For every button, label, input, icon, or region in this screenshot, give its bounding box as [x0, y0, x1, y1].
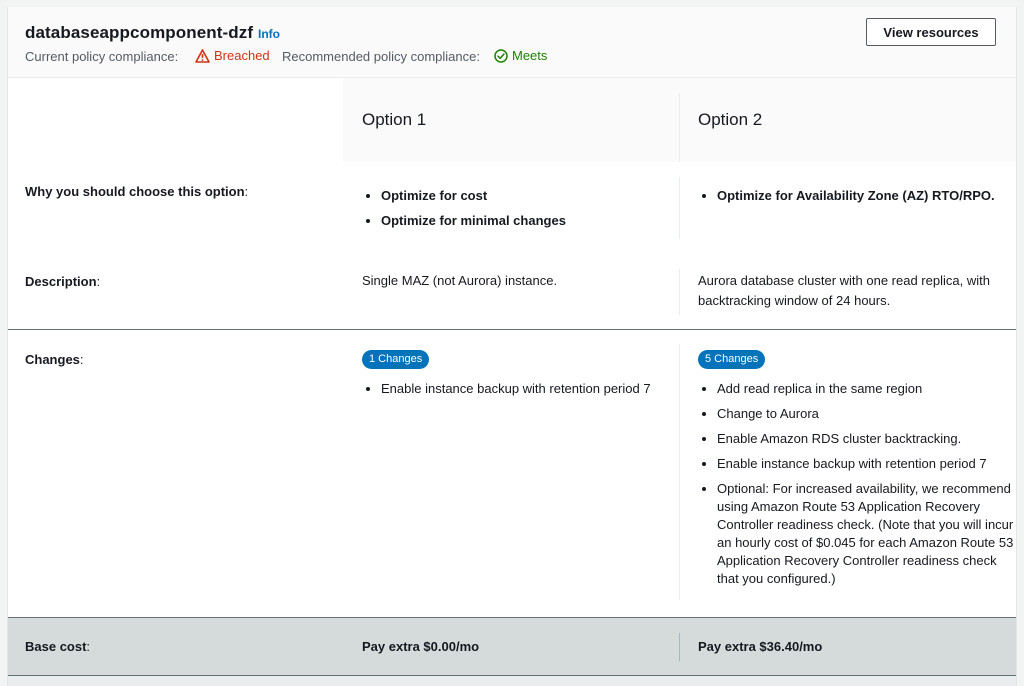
option-2-base-cost: Pay extra $36.40/mo	[698, 639, 823, 654]
cost-column-divider	[679, 633, 680, 661]
list-item: • Optimize for minimal changes	[381, 212, 566, 230]
list-item: • Enable Amazon RDS cluster backtracking.	[717, 430, 1015, 448]
info-link[interactable]: Info	[258, 27, 280, 41]
recommended-compliance-status	[494, 48, 547, 63]
breached-text: Breached	[214, 48, 270, 63]
option-1-title: Option 1	[362, 110, 427, 129]
option-header-divider	[679, 93, 680, 162]
option-2-changes	[699, 380, 1015, 595]
view-resources-button[interactable]: View resources	[866, 18, 996, 46]
option-2-description: Aurora database cluster with one read replica, with backtracking window of 24 hours.	[698, 273, 990, 308]
changes-label: Changes:	[25, 352, 84, 367]
option-2-changes-badge: 5 Changes	[698, 350, 765, 369]
section-divider	[8, 329, 1016, 330]
check-circle-icon	[494, 49, 508, 63]
list-item: • Change to Aurora	[717, 405, 1015, 423]
option-1-description: Single MAZ (not Aurora) instance.	[362, 273, 558, 288]
current-compliance-label: Current policy compliance:	[25, 49, 179, 64]
meets-text: Meets	[512, 48, 548, 63]
why-divider	[679, 177, 680, 239]
option-1-changes-badge: 1 Changes	[362, 350, 429, 369]
list-item: • Optional: For increased availability, we recommend using Amazon Route 53 Application Recovery Controller readiness check. (Note that you will incur an hourly cost of $0.045 for each Amazon Route 53 Application Recovery Controller readiness check that you configured.)	[717, 480, 1015, 588]
current-compliance-status	[195, 48, 270, 63]
list-item: • Enable instance backup with retention period 7	[381, 380, 681, 398]
base-cost-label: Base cost:	[25, 639, 91, 654]
description-label: Description:	[25, 274, 101, 289]
component-header	[8, 7, 1016, 78]
list-item: • Optimize for Availability Zone (AZ) RTO/RPO.	[717, 187, 995, 205]
recommended-compliance-label: Recommended policy compliance:	[282, 49, 480, 64]
why-label: Why you should choose this option:	[25, 184, 249, 199]
base-cost-row	[8, 618, 1016, 675]
next-row-edge	[8, 676, 1016, 686]
changes-divider	[679, 344, 680, 600]
warning-icon	[195, 49, 210, 63]
list-item: • Optimize for cost	[381, 187, 566, 205]
component-title: databaseappcomponent-dzf	[25, 23, 254, 42]
option-1-base-cost: Pay extra $0.00/mo	[362, 639, 480, 654]
option-1-changes	[363, 380, 681, 405]
list-item: • Add read replica in the same region	[717, 380, 1015, 398]
list-item: • Enable instance backup with retention period 7	[717, 455, 1015, 473]
recommendation-panel	[7, 7, 1017, 686]
option-2-reasons	[699, 187, 995, 212]
option-2-title: Option 2	[698, 110, 763, 129]
description-divider	[679, 269, 680, 315]
option-1-reasons	[363, 187, 566, 237]
